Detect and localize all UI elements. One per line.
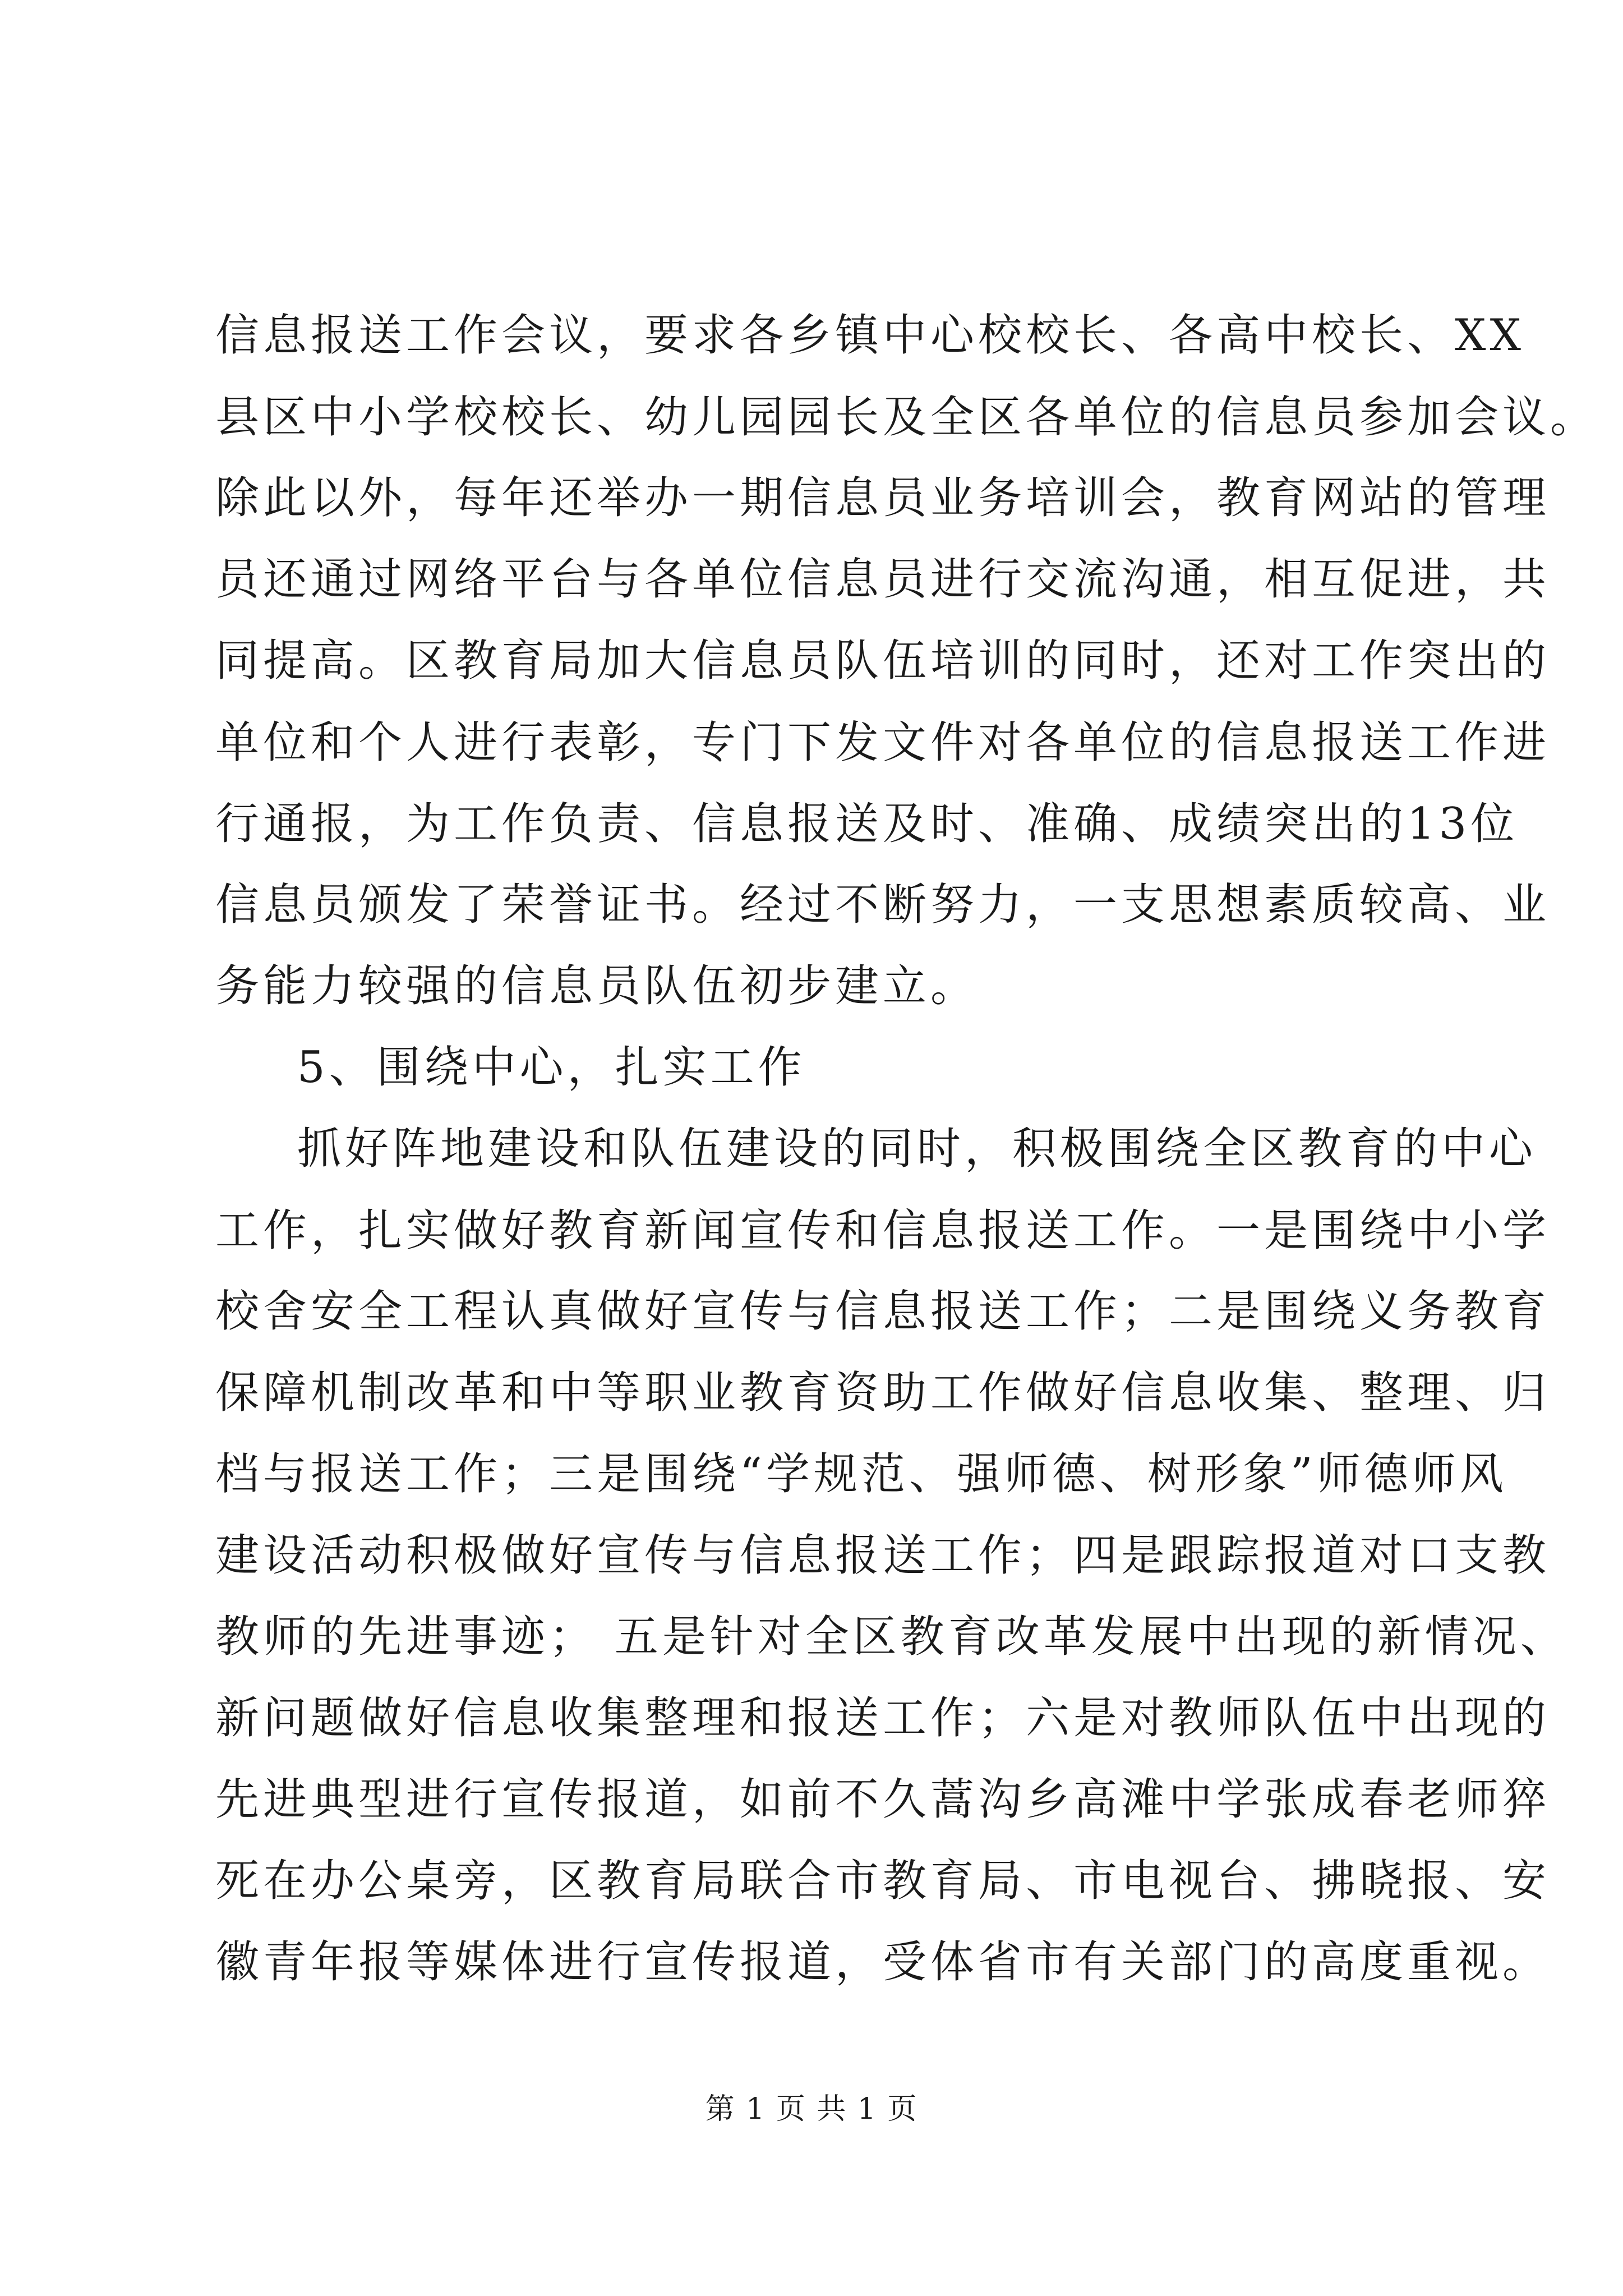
body-text-line: 新问题做好信息收集整理和报送工作；六是对教师队伍中出现的 — [215, 1693, 1551, 1743]
body-text-line: 除此以外，每年还举办一期信息员业务培训会，教育网站的管理 — [215, 473, 1551, 523]
section-heading: 5、围绕中心，扎实工作 — [297, 1042, 806, 1093]
body-text-line: 先进典型进行宣传报道，如前不久蒿沟乡高滩中学张成春老师猝 — [215, 1774, 1551, 1825]
body-text-line: 信息报送工作会议，要求各乡镇中心校校长、各高中校长、XX — [215, 310, 1525, 361]
body-text-line: 工作，扎实做好教育新闻宣传和信息报送工作。一是围绕中小学 — [215, 1205, 1551, 1256]
body-text-line: 信息员颁发了荣誉证书。经过不断努力，一支思想素质较高、业 — [215, 880, 1551, 930]
page-number-footer: 第 1 页 共 1 页 — [705, 2092, 918, 2126]
body-text-line: 行通报，为工作负责、信息报送及时、准确、成绩突出的13位 — [215, 799, 1519, 849]
body-text-line: 死在办公桌旁，区教育局联合市教育局、市电视台、拂晓报、安 — [215, 1856, 1551, 1906]
body-text-line: 建设活动积极做好宣传与信息报送工作；四是跟踪报道对口支教 — [215, 1530, 1551, 1581]
body-text-line: 县区中小学校校长、幼儿园园长及全区各单位的信息员参加会议。 — [215, 392, 1598, 443]
body-text-line: 保障机制改革和中等职业教育资助工作做好信息收集、整理、归 — [215, 1368, 1551, 1418]
body-text-line: 档与报送工作；三是围绕“学规范、强师德、树形象”师德师风 — [215, 1449, 1507, 1499]
body-text-line: 校舍安全工程认真做好宣传与信息报送工作；二是围绕义务教育 — [215, 1286, 1551, 1337]
body-text-line: 教师的先进事迹； 五是针对全区教育改革发展中出现的新情况、 — [215, 1612, 1568, 1662]
body-text-line: 务能力较强的信息员队伍初步建立。 — [215, 961, 979, 1011]
body-text-line: 单位和个人进行表彰，专门下发文件对各单位的信息报送工作进 — [215, 717, 1551, 768]
body-text-line: 徽青年报等媒体进行宣传报道，受体省市有关部门的高度重视。 — [215, 1937, 1551, 1987]
body-text-line: 抓好阵地建设和队伍建设的同时，积极围绕全区教育的中心 — [297, 1124, 1537, 1174]
body-text-line: 同提高。区教育局加大信息员队伍培训的同时，还对工作突出的 — [215, 636, 1551, 686]
body-text-line: 员还通过网络平台与各单位信息员进行交流沟通，相互促进，共 — [215, 554, 1551, 605]
